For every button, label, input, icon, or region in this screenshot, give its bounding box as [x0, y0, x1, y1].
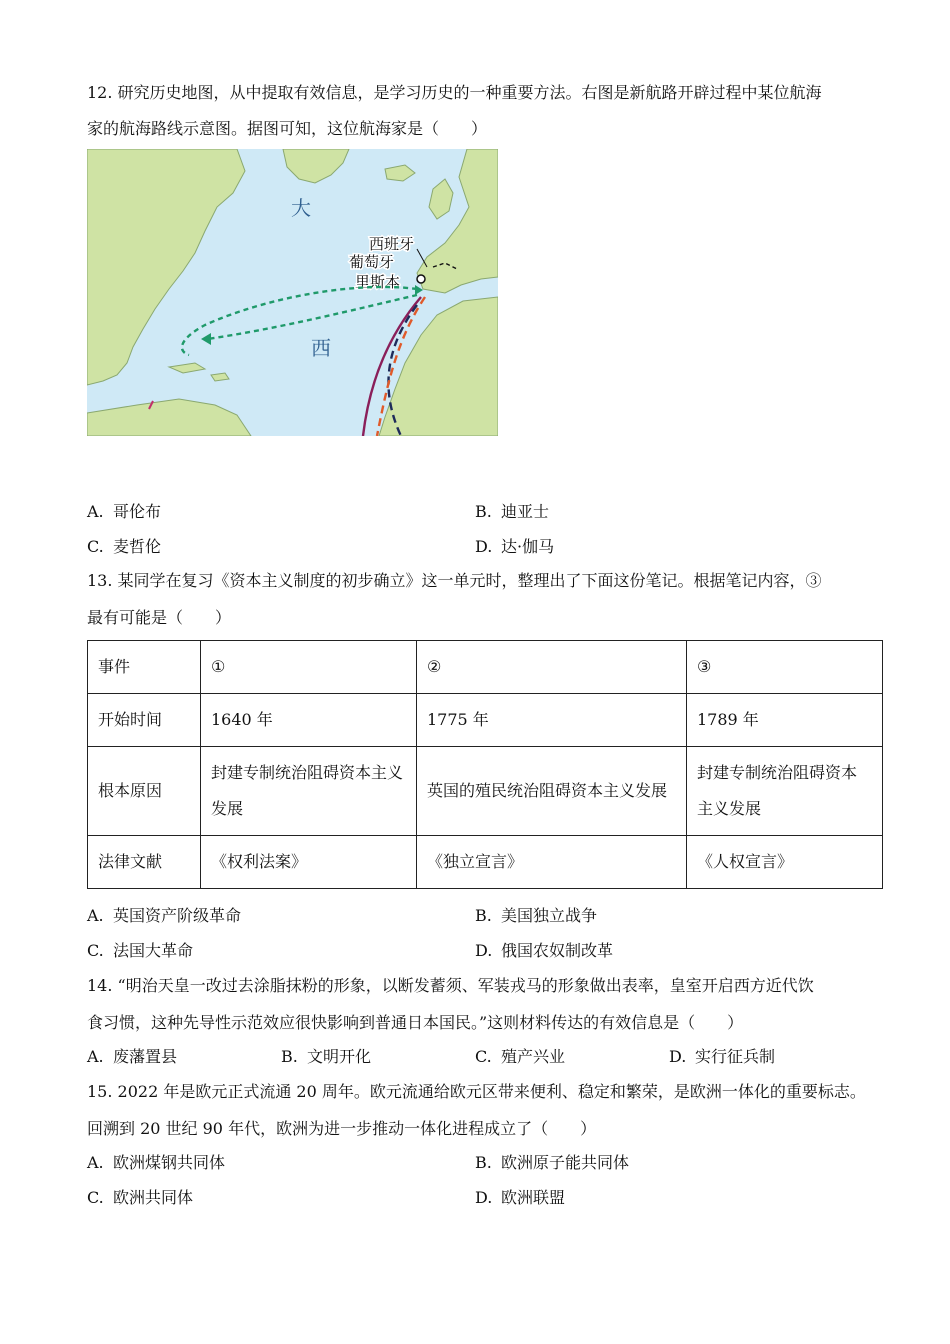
q13-option-b[interactable] — [475, 905, 597, 927]
option-key: D. — [475, 1188, 493, 1207]
option-key: D. — [475, 941, 493, 960]
option-key: B. — [475, 906, 492, 925]
option-key: D. — [475, 537, 493, 556]
table-row — [88, 641, 883, 694]
option-key: D. — [669, 1047, 687, 1066]
q12-option-a[interactable] — [87, 501, 161, 523]
option-text: 哥伦布 — [113, 502, 162, 521]
option-key: C. — [87, 537, 104, 556]
table-row — [88, 747, 883, 836]
q14-stem-line1: 14. “明治天皇一改过去涂脂抹粉的形象，以断发蓄须、军装戎马的形象做出表率，皇室开启西方近代饮 — [87, 976, 814, 995]
label-lisbon: 里斯本 — [355, 273, 401, 291]
q15-stem-line1: 15. 2022 年是欧元正式流通 20 周年。欧元流通给欧元区带来便利、稳定和繁荣，是欧洲一体化的重要标志。 — [87, 1082, 866, 1101]
table-cell: 1775 年 — [417, 694, 687, 747]
table-cell: 法律文献 — [88, 836, 201, 889]
option-key: A. — [87, 1153, 104, 1172]
q13-stem-line1: 13. 某同学在复习《资本主义制度的初步确立》这一单元时，整理出了下面这份笔记。根据笔记内容，③ — [87, 571, 822, 590]
option-text: 达·伽马 — [501, 537, 555, 556]
option-key: B. — [475, 502, 492, 521]
table-cell: 英国的殖民统治阻碍资本主义发展 — [417, 747, 687, 836]
option-key: A. — [87, 502, 104, 521]
label-spain: 西班牙 — [369, 235, 415, 253]
option-key: B. — [475, 1153, 492, 1172]
voyage-route-map — [87, 149, 498, 436]
q15-option-a[interactable] — [87, 1152, 225, 1174]
q14-option-a[interactable] — [87, 1046, 177, 1068]
table-cell: 1640 年 — [201, 694, 417, 747]
option-text: 迪亚士 — [501, 502, 550, 521]
table-cell: 《人权宣言》 — [687, 836, 883, 889]
option-key: C. — [475, 1047, 492, 1066]
q12-stem-line2: 家的航海路线示意图。据图可知，这位航海家是（ ） — [87, 119, 488, 138]
table-cell: 根本原因 — [88, 747, 201, 836]
notes-table — [87, 640, 883, 889]
q15-option-c[interactable] — [87, 1187, 193, 1209]
q14-option-b[interactable] — [281, 1046, 371, 1068]
table-cell: 《权利法案》 — [201, 836, 417, 889]
option-text: 废藩置县 — [113, 1047, 178, 1066]
table-row — [88, 694, 883, 747]
lisbon-marker — [417, 275, 425, 283]
q12-option-d[interactable] — [475, 536, 554, 558]
table-cell: 封建专制统治阻碍资本主义发展 — [201, 747, 417, 836]
q14-option-d[interactable] — [669, 1046, 775, 1068]
table-cell: 1789 年 — [687, 694, 883, 747]
q14-option-c[interactable] — [475, 1046, 565, 1068]
option-text: 美国独立战争 — [501, 906, 598, 925]
option-text: 欧洲联盟 — [501, 1188, 566, 1207]
option-key: A. — [87, 1047, 104, 1066]
q12-option-c[interactable] — [87, 536, 161, 558]
q15-option-d[interactable] — [475, 1187, 565, 1209]
option-text: 欧洲煤钢共同体 — [113, 1153, 226, 1172]
table-cell: 封建专制统治阻碍资本主义发展 — [687, 747, 883, 836]
q14-stem-line2: 食习惯，这种先导性示范效应很快影响到普通日本国民。”这则材料传达的有效信息是（ ） — [87, 1013, 744, 1032]
ocean-label-xi: 西 — [311, 336, 331, 360]
option-key: A. — [87, 906, 104, 925]
option-text: 欧洲原子能共同体 — [501, 1153, 630, 1172]
table-cell: ① — [201, 641, 417, 694]
option-key: C. — [87, 941, 104, 960]
q15-stem-line2: 回溯到 20 世纪 90 年代，欧洲为进一步推动一体化进程成立了（ ） — [87, 1119, 597, 1138]
option-key: B. — [281, 1047, 298, 1066]
option-text: 欧洲共同体 — [113, 1188, 194, 1207]
table-cell: ② — [417, 641, 687, 694]
q12-stem-line1: 12. 研究历史地图，从中提取有效信息，是学习历史的一种重要方法。右图是新航路开辟过程中某位航海 — [87, 83, 822, 102]
label-portugal: 葡萄牙 — [349, 253, 395, 271]
option-text: 殖产兴业 — [501, 1047, 566, 1066]
table-cell: 开始时间 — [88, 694, 201, 747]
ocean-label-da: 大 — [291, 196, 311, 220]
q15-option-b[interactable] — [475, 1152, 629, 1174]
option-text: 麦哲伦 — [113, 537, 162, 556]
table-cell: 事件 — [88, 641, 201, 694]
q13-option-d[interactable] — [475, 940, 613, 962]
option-text: 俄国农奴制改革 — [501, 941, 614, 960]
option-text: 文明开化 — [307, 1047, 372, 1066]
q12-option-b[interactable] — [475, 501, 549, 523]
table-cell: ③ — [687, 641, 883, 694]
option-text: 实行征兵制 — [695, 1047, 776, 1066]
q13-option-a[interactable] — [87, 905, 241, 927]
q13-option-c[interactable] — [87, 940, 193, 962]
q13-stem-line2: 最有可能是（ ） — [87, 608, 232, 627]
option-text: 法国大革命 — [113, 941, 194, 960]
table-cell: 《独立宣言》 — [417, 836, 687, 889]
option-text: 英国资产阶级革命 — [113, 906, 242, 925]
option-key: C. — [87, 1188, 104, 1207]
table-row — [88, 836, 883, 889]
